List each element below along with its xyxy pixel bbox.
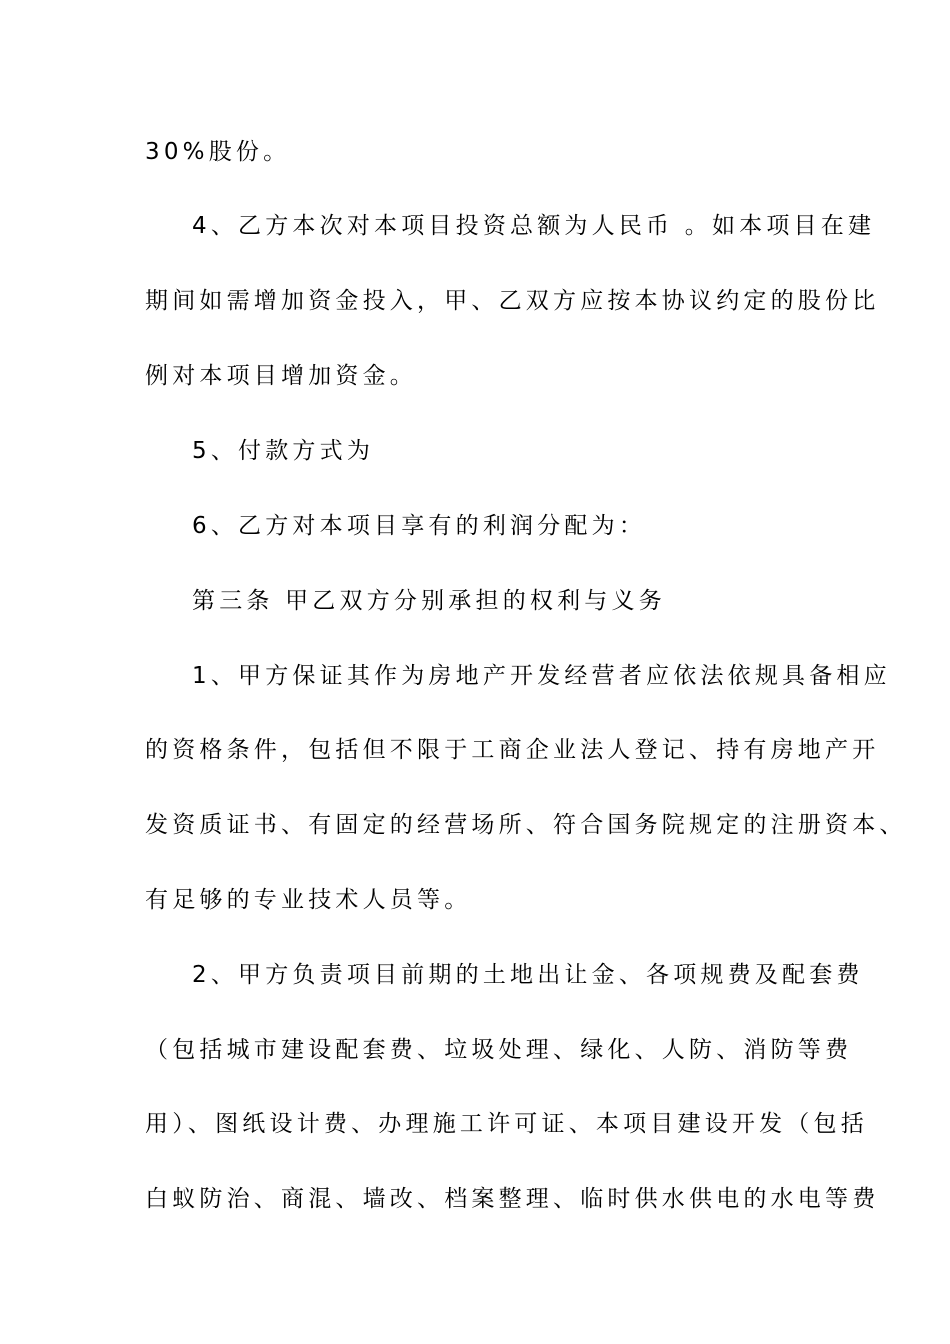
text-line: 1、甲方保证其作为房地产开发经营者应依法依规具备相应: [192, 663, 891, 689]
text-line: 5、付款方式为: [192, 438, 375, 464]
text-line: （包括城市建设配套费、垃圾处理、绿化、人防、消防等费: [145, 1037, 853, 1063]
text-line: 6、乙方对本项目享有的利润分配为：: [192, 513, 647, 539]
text-line: 期间如需增加资金投入，甲、乙双方应按本协议约定的股份比: [145, 288, 880, 314]
text-line: 4、乙方本次对本项目投资总额为人民币 。如本项目在建: [192, 213, 876, 239]
section-heading: 第三条 甲乙双方分别承担的权利与义务: [192, 588, 666, 614]
text-line: 用）、图纸设计费、办理施工许可证、本项目建设开发（包括: [145, 1111, 868, 1137]
text-line: 发资质证书、有固定的经营场所、符合国务院规定的注册资本、: [145, 812, 907, 838]
text-line: 的资格条件，包括但不限于工商企业法人登记、持有房地产开: [145, 737, 880, 763]
text-line: 2、甲方负责项目前期的土地出让金、各项规费及配套费: [192, 962, 864, 988]
text-line: 30%股份。: [145, 139, 291, 165]
text-line: 有足够的专业技术人员等。: [145, 887, 472, 913]
text-line: 白蚁防治、商混、墙改、档案整理、临时供水供电的水电等费: [145, 1186, 880, 1212]
text-line: 例对本项目增加资金。: [145, 363, 417, 389]
